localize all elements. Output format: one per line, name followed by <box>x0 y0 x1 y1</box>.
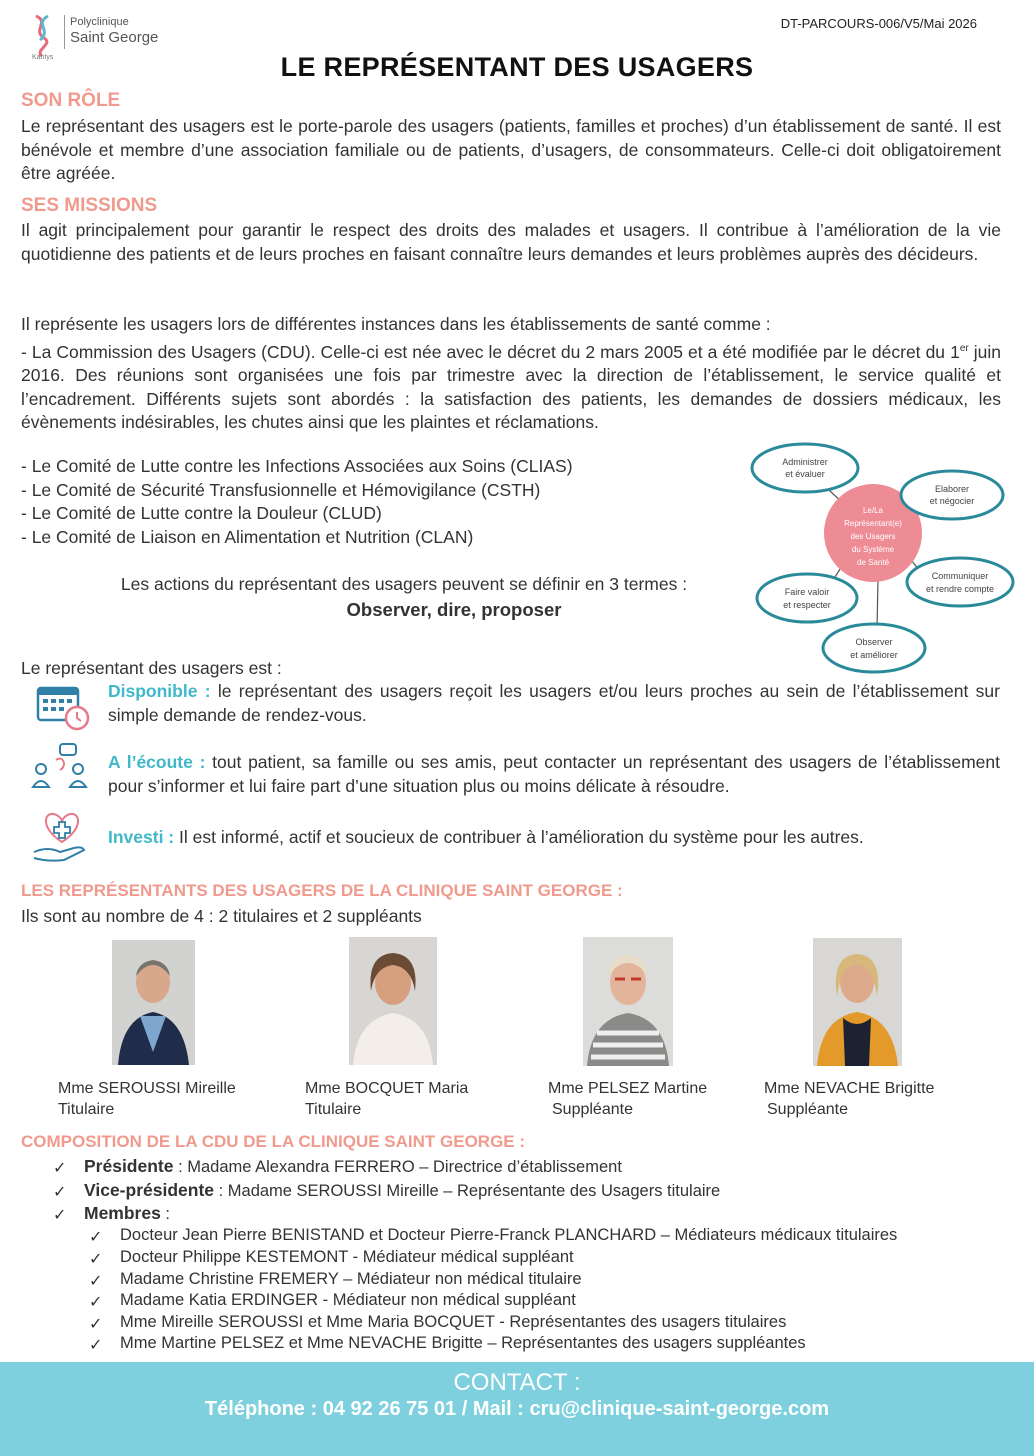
check-icon: ✓ <box>53 1207 67 1224</box>
check-icon: ✓ <box>53 1184 67 1201</box>
rep-role: Suppléante <box>552 1101 633 1118</box>
diagram-center-line: Le/La <box>862 506 884 515</box>
contact-phone[interactable]: : 04 92 26 75 01 / <box>304 1398 473 1420</box>
listening-people-icon <box>30 742 92 802</box>
diagram-node-label: Communiquer <box>931 571 989 581</box>
committee-item: - Le Comité de Sécurité Transfusionnelle et Hémovigilance (CSTH) <box>21 480 541 500</box>
instances-intro: Il représente les usagers lors de différentes instances dans les établissements de santé comme : <box>21 314 771 334</box>
representatives-count: Ils sont au nombre de 4 : 2 titulaires et 2 suppléants <box>21 906 422 926</box>
photo-nevache <box>813 938 902 1066</box>
diagram-node <box>907 558 1013 606</box>
missions-text: Il agit principalement pour garantir le respect des droits des malades et usagers. Il contribue à l’amélioration de la vie quotidienne des patients et de leurs proches en faisant connaître leurs demandes et leurs problèmes auprès des décideurs. <box>21 220 1001 264</box>
qualities-intro: Le représentant des usagers est : <box>21 658 282 678</box>
logo-subtitle: Kantys <box>32 54 54 61</box>
cdu-heading: COMPOSITION DE LA CDU DE LA CLINIQUE SAINT GEORGE : <box>21 1132 526 1151</box>
photo-bocquet <box>349 937 437 1065</box>
check-icon: ✓ <box>89 1294 103 1311</box>
portrait-image <box>349 937 437 1065</box>
committee-item: - Le Comité de Lutte contre les Infections Associées aux Soins (CLIAS) <box>21 456 573 476</box>
quality-label: Investi : <box>108 827 175 847</box>
cdu-president <box>84 1156 622 1177</box>
rep-name: Mme NEVACHE Brigitte <box>764 1080 935 1097</box>
rep-role: Titulaire <box>305 1101 362 1118</box>
rep-name: Mme PELSEZ Martine <box>548 1080 708 1097</box>
rep-role: Suppléante <box>767 1101 848 1118</box>
diagram-connector <box>877 578 878 630</box>
diagram-node <box>901 471 1003 519</box>
cdu-members-colon: : <box>160 1205 171 1223</box>
diagram-center-line: du Système <box>851 545 895 554</box>
cdu-member: Madame Katia ERDINGER - Médiateur non médical suppléant <box>120 1291 576 1309</box>
check-icon: ✓ <box>53 1160 67 1177</box>
role-diagram <box>750 440 1020 675</box>
cdu-vice-label: Vice-présidente <box>84 1180 215 1200</box>
cdu-member: Mme Martine PELSEZ et Mme NEVACHE Brigitte – Représentantes des usagers suppléantes <box>120 1334 806 1352</box>
quality-label: A l’écoute : <box>108 752 206 772</box>
contact-details <box>0 1398 1034 1421</box>
rep-caption <box>764 1078 934 1120</box>
check-icon: ✓ <box>89 1251 103 1268</box>
portrait-image <box>112 940 195 1065</box>
cdu-member: Docteur Philippe KESTEMONT - Médiateur médical suppléant <box>120 1248 574 1266</box>
cdu-members-label: Membres <box>84 1203 161 1223</box>
cdu-member: Madame Christine FREMERY – Médiateur non médical titulaire <box>120 1270 582 1288</box>
contact-phone-label: Téléphone <box>204 1398 305 1420</box>
cdu-vice-text: : Madame SEROUSSI Mireille – Représentante des Usagers titulaire <box>214 1182 721 1200</box>
quality-available <box>108 680 1000 727</box>
cdu-vice-president <box>84 1180 720 1201</box>
logo-line2: Saint George <box>70 29 159 46</box>
diagram-node-label: et rendre compte <box>925 584 995 594</box>
quality-text: Il est informé, actif et soucieux de contribuer à l’amélioration du système pour les autres. <box>174 827 864 847</box>
cdu-text-part1: - La Commission des Usagers (CDU). Celle-ci est née avec le décret du 2 mars 2005 et a été modifiée par le décret du 1 <box>21 341 960 362</box>
cdu-member: Docteur Jean Pierre BENISTAND et Docteur Pierre-Franck PLANCHARD – Médiateurs médicaux titulaires <box>120 1226 898 1244</box>
committee-item: - Le Comité de Lutte contre la Douleur (CLUD) <box>21 503 382 523</box>
representatives-heading: LES REPRÉSENTANTS DES USAGERS DE LA CLINIQUE SAINT GEORGE : <box>21 881 623 900</box>
diagram-center-line: de Santé <box>856 558 890 567</box>
photo-seroussi <box>112 940 195 1065</box>
document-reference: DT-PARCOURS-006/V5/Mai 2026 <box>780 16 977 31</box>
diagram-node-label: Observer <box>855 637 893 647</box>
quality-text: le représentant des usagers reçoit les usagers et/ou leurs proches au sein de l’établissement sur simple demande de rendez-vous. <box>108 681 1000 725</box>
check-icon: ✓ <box>89 1337 103 1354</box>
portrait-image <box>813 938 902 1066</box>
diagram-node <box>757 574 857 622</box>
cdu-member: Mme Mireille SEROUSSI et Mme Maria BOCQUET - Représentantes des usagers titulaires <box>120 1313 787 1331</box>
heart-hand-icon <box>30 808 94 864</box>
diagram-node <box>752 444 858 492</box>
contact-mail[interactable]: : cru@clinique-saint-george.com <box>511 1398 830 1420</box>
role-text: Le représentant des usagers est le porte-parole des usagers (patients, familles et proches) d’un établissement de santé. Il est bénévole et membre d’une association familiale ou de patients, d’usagers, de consommateurs. Celle-ci doit obligatoirement être agréée. <box>21 116 1001 183</box>
rep-caption <box>548 1078 707 1120</box>
contact-mail-label: Mail <box>472 1398 512 1420</box>
actions-terms: Observer, dire, proposer <box>346 599 562 620</box>
diagram-node-label: et améliorer <box>850 650 898 660</box>
quality-invested <box>108 826 1000 850</box>
calendar-clock-icon <box>34 682 92 732</box>
committee-item: - Le Comité de Liaison en Alimentation et Nutrition (CLAN) <box>21 527 474 547</box>
check-icon: ✓ <box>89 1229 103 1246</box>
actions-line: Les actions du représentant des usagers peuvent se définir en 3 termes : <box>120 574 688 594</box>
diagram-node-label: Administrer <box>782 457 828 467</box>
rep-name: Mme SEROUSSI Mireille <box>58 1080 236 1097</box>
check-icon: ✓ <box>89 1273 103 1290</box>
page-title: LE REPRÉSENTANT DES USAGERS <box>280 52 754 82</box>
cdu-president-text: : Madame Alexandra FERRERO – Directrice d’établissement <box>173 1158 622 1176</box>
logo-divider <box>64 15 65 49</box>
diagram-center-line: Représentant(e) <box>844 519 902 528</box>
diagram-node-label: et négocier <box>929 496 975 506</box>
logo-line1: Polyclinique <box>70 16 129 28</box>
check-icon: ✓ <box>89 1316 103 1333</box>
cdu-president-label: Présidente <box>84 1156 174 1176</box>
diagram-node-label: et respecter <box>783 600 831 610</box>
diagram-node-label: Faire valoir <box>784 587 830 597</box>
rep-name: Mme BOCQUET Maria <box>305 1080 469 1097</box>
diagram-node <box>823 624 925 672</box>
diagram-node-label: et évaluer <box>785 469 825 479</box>
cdu-text-part2: juin 2016. Des réunions sont organisées une fois par trimestre avec la direction de l’établissement, le service qualité et l’encadrement. Différents sujets sont abordés : la satisfaction des patients, les demandes de dossiers médicaux, les évènements indésirables, les chutes ainsi que les plaintes et réclamations. <box>21 341 1001 433</box>
missions-heading: SES MISSIONS <box>21 195 158 216</box>
diagram-node-label: Elaborer <box>934 484 970 494</box>
cdu-superscript: er <box>959 343 969 354</box>
rep-caption <box>58 1078 236 1120</box>
diagram-center-line: des Usagers <box>850 532 896 541</box>
contact-title: CONTACT : <box>453 1369 581 1396</box>
quality-label: Disponible : <box>108 681 211 701</box>
quality-text: tout patient, sa famille ou ses amis, peut contacter un représentant des usagers de l’établissement pour s’informer et lui faire part d’une situation plus ou moins délicate à résoudre. <box>108 752 1001 796</box>
role-heading: SON RÔLE <box>21 90 121 111</box>
cdu-members-heading <box>84 1203 170 1224</box>
rep-role: Titulaire <box>58 1101 115 1118</box>
quality-listening <box>108 751 1000 798</box>
cdu-paragraph <box>21 337 1001 435</box>
rep-caption <box>305 1078 468 1120</box>
portrait-image <box>583 937 673 1066</box>
photo-pelsez <box>583 937 673 1066</box>
